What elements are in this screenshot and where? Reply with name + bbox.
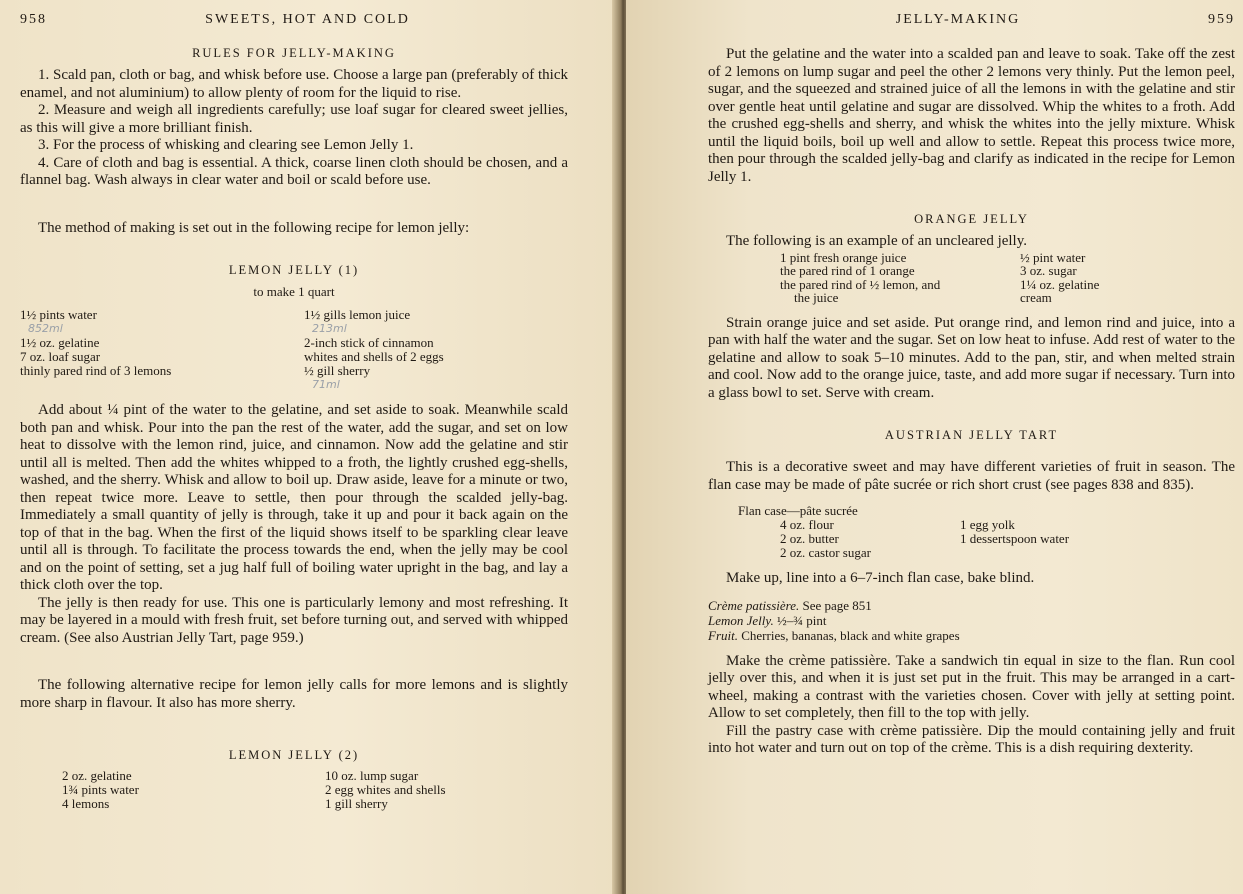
recipe-method: Fill the pastry case with crème patissière. Dip the mould containing jelly and fruit into hot water and turn out on top of the crème. This is a dish requiring dexterity.	[708, 722, 1235, 756]
rule-3: 3. For the process of whisking and clearing see Lemon Jelly 1.	[38, 137, 414, 153]
running-title: JELLY-MAKING	[895, 12, 1021, 27]
handwritten-note: 213ml	[312, 322, 347, 335]
ingredient: 10 oz. lump sugar	[325, 768, 419, 783]
ingredient-list	[780, 251, 1235, 305]
recipe-intro: The following is an example of an uncleared jelly.	[726, 233, 1028, 249]
method-intro: The method of making is set out in the following recipe for lemon jelly:	[38, 219, 470, 236]
ingredient: whites and shells of 2 eggs	[304, 349, 444, 364]
recipe-heading: LEMON JELLY (2)	[228, 748, 360, 762]
rules-heading: RULES FOR JELLY-MAKING	[192, 46, 396, 60]
ingredient: 2 oz. gelatine	[62, 768, 132, 783]
recipe-heading: LEMON JELLY (1)	[228, 263, 360, 277]
makeup-text: Make up, line into a 6–7-inch flan case, bake blind.	[726, 570, 1035, 586]
ingredient: cream	[1020, 290, 1052, 305]
recipe-method: Make the crème patissière. Take a sandwich tin equal in size to the flan. Run cool jelly over this, and when it is just set put in the fruit. This may be arranged in a cart-wheel, making a contrast with the varieties chosen. Cover with jelly at setting point. Allow to set completely, then fill to the top with jelly.	[708, 652, 1235, 721]
ingredient: the pared rind of 1 orange	[780, 263, 915, 278]
ingredient: 4 lemons	[62, 796, 110, 811]
ingredient: 1 pint fresh orange juice	[780, 249, 907, 265]
ingredient: ½ gill sherry 71ml	[304, 364, 568, 392]
ingredient: 4 oz. flour	[780, 517, 834, 532]
page-number: 958	[20, 12, 47, 27]
page-number: 959	[1208, 12, 1235, 27]
left-running-head	[20, 12, 568, 28]
recipe-method: Add about ¼ pint of the water to the gelatine, and set aside to soak. Meanwhile scald both pan and whisk. Pour into the pan the rest of the water, add the sugar, and set on low heat to dissolve with the lemon rind, juice, and cinnamon. Now add the gelatine and stir until all is melted. Then add the whites whipped to a froth, the lightly crushed egg-shells, washed, and the sherry. Whisk and allow to boil up. Draw aside, leave for a minute or two, then repeat twice more. Leave to settle, then pour through the scalded jelly-bag. Immediately a small quantity of jelly is through, take it up and pour it back again on the top of that in the bag. When the first of the liquid shows itself to be sparkling clear leave until all is through. To facilitate the process towards the end, when the jelly may be cool and on the point of setting, set a jug half full of boiling water upright in the bag, and lay a thick cloth over the top.	[20, 402, 568, 593]
right-running-head	[708, 12, 1235, 28]
recipe-method: The jelly is then ready for use. This one is particularly lemony and most refreshing. It may be layered in a mould with fresh fruit, set before turning out, and served with whipped cream. (See also Austrian Jelly Tart, page 959.)	[20, 594, 568, 646]
handwritten-note: 852ml	[28, 322, 63, 335]
ingredient: 2 oz. butter	[780, 531, 839, 546]
right-page	[626, 0, 1243, 894]
handwritten-note: 71ml	[312, 378, 340, 391]
rule-2: 2. Measure and weigh all ingredients carefully; use loaf sugar for cleared sweet jellies, as this will give a more brilliant finish.	[20, 102, 568, 136]
ingredient: 1½ gills lemon juice 213ml	[304, 308, 568, 336]
ingredient: 3 oz. sugar	[1020, 263, 1077, 278]
ingredient: 2 egg whites and shells	[325, 782, 446, 797]
ingredient: 2 oz. castor sugar	[780, 545, 871, 560]
ingredient: 1½ pints water 852ml	[20, 308, 284, 336]
recipe-heading: AUSTRIAN JELLY TART	[884, 428, 1059, 442]
ingredient: the pared rind of ½ lemon, and	[780, 276, 941, 292]
flan-label: Flan case—pâte sucrée	[738, 503, 858, 518]
ingredient: 7 oz. loaf sugar	[20, 349, 101, 364]
ingredient: 1¾ pints water	[62, 782, 139, 797]
alt-intro: The following alternative recipe for lemon jelly calls for more lemons and is slightly more sharp in flavour. It also has more sherry.	[20, 677, 568, 711]
running-title: SWEETS, HOT AND COLD	[205, 12, 410, 27]
ingredient: 1 dessertspoon water	[960, 531, 1070, 546]
ingredient: 1 egg yolk	[960, 517, 1015, 532]
tart-component: Fruit. Cherries, bananas, black and white grapes	[708, 627, 960, 643]
ingredient: the juice	[794, 290, 839, 305]
ingredient-list	[20, 308, 568, 392]
recipe-method: Strain orange juice and set aside. Put orange rind, and lemon rind and juice, into a pan with half the water and the sugar. Set on low heat to infuse. Add rest of water to the gelatine and allow to soak 5–10 minutes. Add to the pan, stir, and when melted strain and cool. Now add to the orange juice, taste, and add more sugar if necessary. Turn into a glass bowl to set. Serve with cream.	[708, 314, 1235, 401]
recipe-intro: This is a decorative sweet and may have different varieties of fruit in season. The flan case may be made of pâte sucrée or rich short crust (see pages 838 and 835).	[708, 459, 1235, 493]
rule-1: 1. Scald pan, cloth or bag, and whisk before use. Choose a large pan (preferably of thick enamel, and not aluminium) to allow plenty of room for the liquid to rise.	[20, 67, 568, 101]
tart-component: Crème patissière. See page 851	[708, 597, 872, 613]
ingredient: 1¼ oz. gelatine	[1020, 276, 1100, 292]
ingredient: ½ pint water	[1020, 249, 1086, 265]
recipe-heading: ORANGE JELLY	[914, 212, 1029, 226]
recipe-yield: to make 1 quart	[253, 284, 335, 299]
ingredient-list	[62, 769, 568, 811]
tart-component: Lemon Jelly. ½–¾ pint	[708, 612, 827, 628]
ingredient-list	[780, 518, 1235, 560]
ingredient: 2-inch stick of cinnamon	[304, 335, 434, 350]
continued-text: Put the gelatine and the water into a scalded pan and leave to soak. Take off the zest of 2 lemons on lump sugar and peel the other 2 lemons very thinly. Put the lemon peel, sugar, and the squeezed and strained juice of all the lemons in with the gelatine and stir over gentle heat until gelatine and sugar are dissolved. Whip the whites to a froth. Add the crushed egg-shells and sherry, and whisk the whites into the jelly mixture. Whisk until the liquid boils, boil up well and allow to settle. Repeat this process twice more, then pour through the scalded jelly-bag and clarify as indicated in the recipe for Lemon Jelly 1.	[708, 46, 1235, 185]
ingredient: 1 gill sherry	[325, 796, 388, 811]
ingredient: 1½ oz. gelatine	[20, 335, 100, 350]
rule-4: 4. Care of cloth and bag is essential. A thick, coarse linen cloth should be chosen, and a flannel bag. Wash always in clear water and boil or scald before use.	[20, 154, 568, 188]
left-page	[0, 0, 618, 894]
ingredient: thinly pared rind of 3 lemons	[20, 363, 172, 378]
